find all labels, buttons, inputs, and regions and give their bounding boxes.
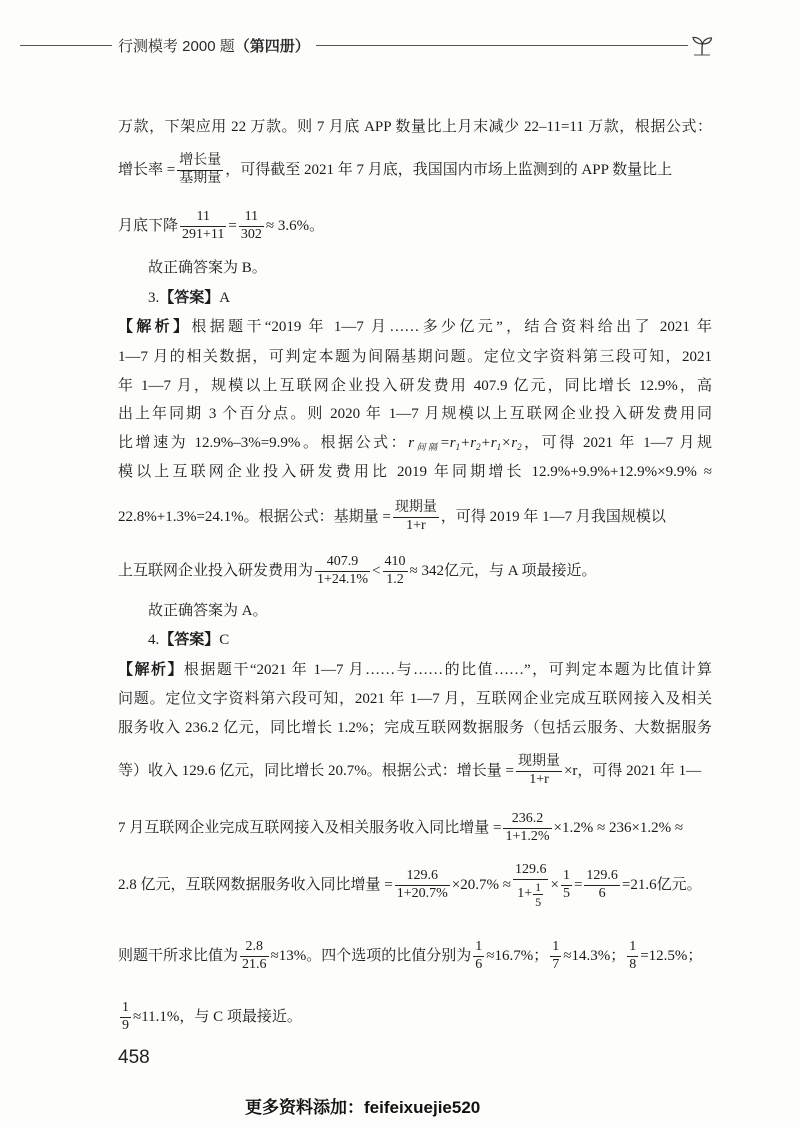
- text-segment: 月底下降: [118, 218, 179, 234]
- text-segment: 等）收入 129.6 亿元，同比增长 20.7%。根据公式：增长量 =: [118, 763, 514, 779]
- fraction: [550, 939, 561, 974]
- book-title: 行测模考 2000 题: [118, 37, 235, 55]
- text-segment: ≈13%。四个选项的比值分别为: [270, 948, 472, 964]
- q3-analysis-line-4: 出上年同期 3 个百分点。则 2020 年 1—7 月规模以上互联网企业投入研发费用同: [118, 406, 712, 422]
- operator: ×20.7% ≈: [451, 877, 511, 893]
- fraction-denominator: 1+r: [529, 772, 549, 788]
- formula-part: ×r: [501, 435, 518, 451]
- text-segment: ×1.2% ≈ 236×1.2% ≈: [553, 820, 684, 836]
- q4-analysis-line-4: [118, 746, 712, 796]
- q3-conclusion: 故正确答案为 A。: [148, 603, 268, 619]
- running-header: [20, 32, 714, 58]
- fraction-denominator: 302: [240, 227, 262, 243]
- q3-analysis-line-2: 1—7 月的相关数据，可判定本题为间隔基期问题。定位文字资料第三段可知，2021: [118, 349, 712, 365]
- answer-value: A: [219, 290, 231, 306]
- fraction-numerator: 现期量: [516, 754, 562, 772]
- q3-analysis-line-3: 年 1—7 月，规模以上互联网企业投入研发费用 407.9 亿元，同比增长 12.9%，高: [118, 378, 712, 394]
- text-segment: ≈ 3.6%。: [265, 218, 325, 234]
- fraction-denominator: 291+11: [182, 227, 225, 243]
- fraction: [627, 939, 638, 974]
- formula-part: r: [408, 435, 415, 451]
- text-segment: ≈ 342亿元，与 A 项最接近。: [409, 563, 597, 579]
- fraction: [240, 939, 269, 974]
- answer-value: C: [219, 632, 230, 648]
- inner-fraction: [533, 880, 543, 910]
- q3-analysis-line-6: 模以上互联网企业投入研发费用比 2019 年同期增长 12.9%+9.9%+12.9%×9.9% ≈: [118, 464, 712, 480]
- operator: =: [573, 877, 583, 893]
- question-number: 3.: [148, 290, 160, 306]
- q4-answer-line: [148, 626, 712, 654]
- fraction-numerator: 1: [473, 939, 484, 957]
- formula-subscript: 1: [455, 442, 461, 452]
- formula-subscript: 2: [517, 442, 522, 452]
- formula-subscript: 间隔: [414, 442, 440, 452]
- text-segment: 增长率 =: [118, 162, 176, 178]
- q4-analysis-line-5: [118, 803, 712, 853]
- text-segment: 则题干所求比值为: [118, 948, 239, 964]
- fraction: [180, 209, 226, 244]
- footer-contact-id: feifeixuejie520: [364, 1098, 481, 1117]
- fraction-numerator: 现期量: [393, 500, 439, 518]
- fraction-denominator: 21.6: [242, 957, 267, 973]
- fraction: [473, 939, 484, 974]
- fraction-denominator: 基期量: [179, 171, 222, 187]
- formula-subscript: 1: [496, 442, 502, 452]
- operator: ×: [550, 877, 559, 893]
- fraction-numerator: 410: [383, 554, 408, 572]
- text-segment: ≈14.3%；: [563, 948, 626, 964]
- fraction-denominator: 7: [552, 957, 560, 973]
- text-segment: 22.8%+1.3%=24.1%。根据公式：基期量 =: [118, 509, 391, 525]
- nested-fraction: [513, 862, 549, 910]
- operator: =: [228, 218, 237, 234]
- q3-analysis-line-7: [118, 492, 712, 542]
- q3-analysis-line-5: [118, 429, 712, 457]
- fraction-numerator: 1: [561, 868, 572, 886]
- prev-line-3: [118, 201, 712, 251]
- formula-interval-growth: [408, 435, 521, 451]
- fraction: [239, 209, 264, 244]
- fraction-numerator: 1: [550, 939, 561, 957]
- page-number: 458: [118, 1047, 150, 1068]
- text-segment: 上互联网企业投入研发费用为: [118, 563, 314, 579]
- fraction-denominator: 8: [629, 957, 637, 973]
- prev-line-2: [118, 145, 712, 195]
- fraction-numerator: 1: [627, 939, 638, 957]
- text-segment: ，可得截至 2021 年 7 月底，我国国内市场上监测到的 APP 数量比上: [225, 162, 673, 178]
- analysis-tag: 【解析】: [118, 662, 184, 678]
- text-segment: ≈16.7%；: [486, 948, 549, 964]
- fraction-numerator: 11: [239, 209, 264, 227]
- fraction-numerator: 407.9: [315, 554, 370, 572]
- fraction-numerator: 11: [180, 209, 226, 227]
- operator: <: [372, 563, 381, 579]
- fraction-denominator: 6: [598, 886, 606, 902]
- fraction: [503, 811, 551, 846]
- formula-part: =r: [439, 435, 456, 451]
- q4-analysis-line-7: [118, 931, 712, 981]
- fraction: [120, 1000, 131, 1035]
- q3-analysis-line-1: [118, 313, 712, 341]
- fraction: [395, 868, 450, 903]
- analysis-tag: 【解析】: [118, 319, 192, 335]
- text-segment: =12.5%；: [640, 948, 703, 964]
- q4-analysis-line-3: 服务收入 236.2 亿元，同比增长 1.2%；完成互联网数据服务（包括云服务、大数据服务: [118, 720, 712, 736]
- fraction: [516, 754, 562, 789]
- sprout-icon: [690, 34, 714, 56]
- fraction: [383, 554, 408, 589]
- fraction-denominator: 5: [535, 894, 542, 909]
- fraction-numerator: 129.6: [395, 868, 450, 886]
- text-segment: ，可得 2021 年 1—7 月规: [521, 435, 712, 451]
- text-segment: ，可得 2019 年 1—7 月我国规模以: [440, 509, 666, 525]
- fraction-denominator: 1.2: [386, 572, 404, 588]
- q4-analysis-line-8: [118, 992, 712, 1042]
- fraction: [315, 554, 370, 589]
- fraction-denominator: [515, 880, 546, 910]
- text-segment: 2.8 亿元，互联网数据服务收入同比增量 =: [118, 877, 393, 893]
- text-segment: 比增速为 12.9%–3%=9.9%。根据公式：: [118, 435, 409, 451]
- fraction-denominator: 1+24.1%: [317, 572, 369, 588]
- fraction-numerator: 增长量: [177, 153, 223, 171]
- q4-analysis-line-2: 问题。定位文字资料第六段可知，2021 年 1—7 月，互联网企业完成互联网接入及相关: [118, 691, 712, 707]
- q3-analysis-line-8: [118, 546, 712, 596]
- footer-label: 更多资料添加：: [245, 1098, 364, 1117]
- text-segment: =21.6亿元。: [621, 877, 702, 893]
- fraction: [393, 500, 439, 535]
- fraction-numerator: 129.6: [584, 868, 620, 886]
- question-number: 4.: [148, 632, 160, 648]
- footer-contact: [245, 1094, 480, 1122]
- text-segment: ×r，可得 2021 年 1—: [563, 763, 702, 779]
- fraction-numerator: 1: [120, 1000, 131, 1018]
- fraction-denominator: 1+20.7%: [396, 886, 448, 902]
- fraction: [584, 868, 620, 903]
- text-segment: 1+: [517, 886, 533, 902]
- prev-conclusion: 故正确答案为 B。: [148, 260, 267, 276]
- answer-tag: 【答案】: [159, 632, 220, 648]
- formula-part: +r: [480, 435, 497, 451]
- fraction-denominator: 1+1.2%: [505, 829, 550, 845]
- fraction-numerator: 129.6: [513, 862, 549, 880]
- header-rule-left: [20, 45, 112, 46]
- fraction-numerator: 1: [535, 879, 542, 894]
- fraction-denominator: 9: [122, 1018, 129, 1034]
- book-volume: （第四册）: [234, 37, 310, 55]
- text-segment: ≈11.1%，与 C 项最接近。: [133, 1009, 302, 1025]
- q4-analysis-line-6: [118, 854, 712, 916]
- answer-tag: 【答案】: [159, 290, 220, 306]
- fraction: [561, 868, 572, 903]
- q3-answer-line: [148, 284, 712, 312]
- formula-part: +r: [460, 435, 477, 451]
- fraction-numerator: 2.8: [240, 939, 269, 957]
- formula-subscript: 2: [476, 442, 481, 452]
- prev-line-1: 万款，下架应用 22 万款。则 7 月底 APP 数量比上月末减少 22–11=11 万款，根据公式：: [118, 119, 712, 135]
- fraction: [177, 153, 223, 188]
- fraction-denominator: 5: [562, 886, 570, 902]
- q4-analysis-line-1: [118, 656, 712, 684]
- text-segment: 根据题干“2019 年 1—7 月……多少亿元”，结合资料给出了 2021 年: [191, 319, 712, 335]
- fraction-denominator: 6: [475, 957, 483, 973]
- fraction-denominator: 1+r: [406, 518, 426, 534]
- text-segment: 7 月互联网企业完成互联网接入及相关服务收入同比增量 =: [118, 820, 502, 836]
- header-rule-right: [316, 45, 688, 46]
- fraction-numerator: 236.2: [503, 811, 551, 829]
- text-segment: 根据题干“2021 年 1—7 月……与……的比值……”，可判定本题为比值计算: [183, 662, 712, 678]
